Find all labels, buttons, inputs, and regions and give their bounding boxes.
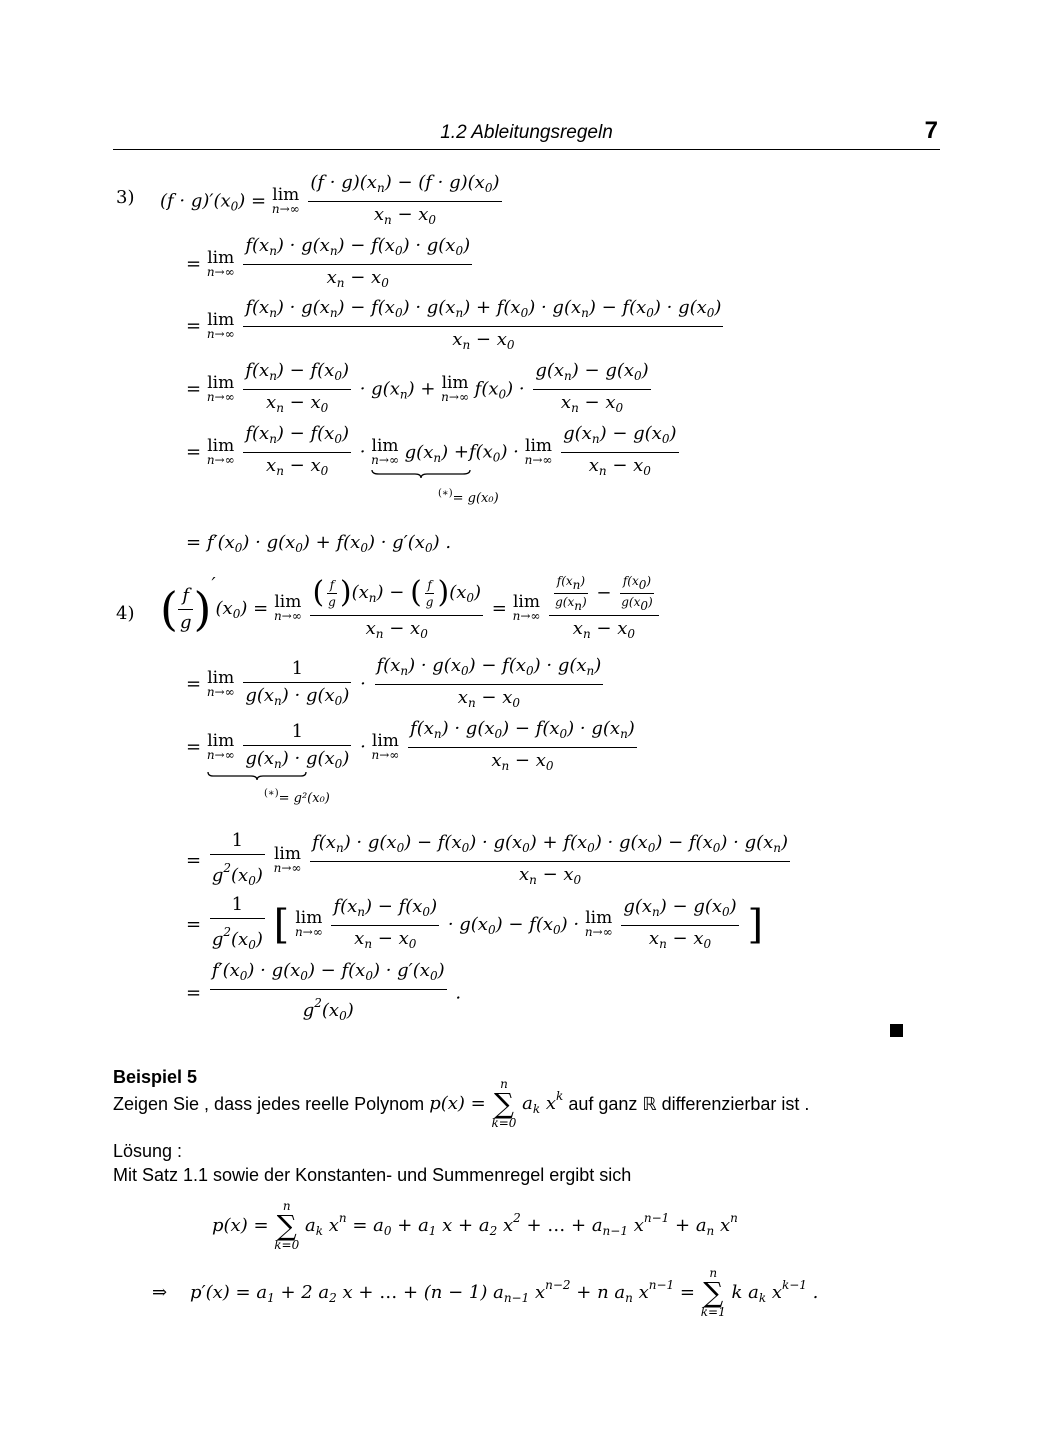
item-3-label: 3) [116, 187, 135, 208]
task-text: auf ganz ℝ differenzierbar ist . [568, 1094, 810, 1114]
formula-line: ⇒ $p'(x) = a_1 + 2$ $a_2$ x + … + (n − 1) $a_{n-1}$ $x^{n-2} + n$ $a_n$ $x^{n-1} = n$ ∑ k=1 k $a_k$ $x^{k-1}$ . [152, 1266, 819, 1319]
star-annotation: (∗)= g(x₀) [438, 488, 499, 506]
example-task [113, 1078, 809, 1130]
formula-line: = $\frac{1}{g^2(x_0)}$ lim n→∞ $f(x_n) \cdot g(x_0) - f(x_0) \cdot g(x_0) + f(x_0) \cdot g(x_0) - f(x_0) \cdot g(x_n)$ $x_n - x_0$ [186, 830, 793, 892]
underbrace-icon [371, 469, 471, 479]
star-annotation: (∗)= g²(x₀) [264, 788, 330, 806]
section-title: 1.2 Ableitungsregeln [440, 122, 613, 143]
formula-line: = lim n→∞ $\frac{1}{g(x_n) \cdot g(x_0)}$ · $\frac{f(x_n) \cdot g(x_0) - f(x_0) \cdot g(x_n)}{x_n - x_0}$ [186, 655, 606, 714]
formula-line: = lim n→∞ $\frac{f(x_n) \cdot g(x_n) - f(x_0) \cdot g(x_0)}{x_n - x_0}$ [186, 235, 475, 294]
qed-square-icon [890, 1024, 903, 1037]
formula-line: = lim n→∞ $\frac{f(x_n) - f(x_0)}{x_n - x_0}$ · $g(x_n)$ + lim n→∞ $f(x_0)$ · $\frac{g(x_n) - g(x_0)}{x_n - x_0}$ [186, 360, 654, 419]
item-4-label: 4) [116, 603, 135, 624]
example-heading: Beispiel 5 [113, 1067, 198, 1087]
formula-line: = lim n→∞ $\frac{f(x_n) - f(x_0)}{x_n - x_0}$ · lim n→∞ $g(x_n)$ $+f(x_0)$ · lim n→∞ $\frac{g(x_n) - g(x_0)}{x_n - x_0}$ [186, 423, 682, 482]
formula-line: = lim n→∞ $f(x_n) \cdot g(x_n) - f(x_0) \cdot g(x_n) + f(x_0) \cdot g(x_n) - f(x_0) \cdot g(x_0)$ $x_n - x_0$ [186, 297, 726, 356]
formula-line: ( $\frac{f}{g}$ )$'(x_0)$ = lim n→∞ ( $\frac{f}{g}$ )$(x_n)$ − ( $\frac{f}{g}$ )$(x_0)$ $x_n - x_0$ = lim n→∞ $\frac{f(xn)}{g(xn)}$ − $\frac{f(x0)}{g(x0)}$ $x_n - x_0$ [160, 573, 662, 645]
formula-line: $(f \cdot g)'(x_0)$ = lim n→∞ $\frac{(f \cdot g)(x_n) - (f \cdot g)(x_0)}{x_n - x_0}$ [160, 172, 505, 231]
formula-line: = lim n→∞ $\frac{1}{g(x_n) \cdot g(x_0)}$ · lim n→∞ $\frac{f(x_n) \cdot g(x_0) - f(x_0) \cdot g(x_n)}{x_n - x_0}$ [186, 718, 640, 777]
page-header [113, 117, 940, 150]
underbrace-icon [207, 771, 307, 781]
formula-line: = $f'(x_0) \cdot g(x_0) + f(x_0) \cdot g'(x_0)$ . [186, 532, 452, 555]
formula-line: p(x) = n ∑ k=0 $a_k$ $x^n = a_0 + a_1$ $x + a_2$ $x^2$ + … + $a_{n-1}$ $x^{n-1} + a_n$ $x^n$ [212, 1199, 738, 1252]
solution-text: Mit Satz 1.1 sowie der Konstanten- und Summenregel ergibt sich [113, 1165, 632, 1185]
polynomial-formula: p(x) = n ∑ k=0 $a_k$ $x^k$ [429, 1077, 564, 1130]
page-number: 7 [924, 117, 938, 144]
task-text: Zeigen Sie , dass jedes reelle Polynom [113, 1094, 425, 1114]
underbrace-group: lim n→∞ $\frac{1}{g(x_n) \cdot g(x_0)}$ [207, 721, 355, 775]
formula-line: = $\frac{1}{g^2(x_0)}$ [ lim n→∞ $\frac{f(x_n) - f(x_0)}{x_n - x_0}$ · $g(x_0) - f(x_0)$ · lim n→∞ $\frac{g(x_n) - g(x_0)}{x_n - x_0}$ ] [186, 894, 763, 956]
formula-line: = $\frac{f'(x_0) \cdot g(x_0) - f(x_0) \cdot g'(x_0)}{g^2(x_0)}$ . [186, 960, 461, 1027]
solution-label: Lösung : [113, 1141, 183, 1161]
underbrace-group: lim n→∞ $g(x_n)$ [371, 438, 448, 469]
